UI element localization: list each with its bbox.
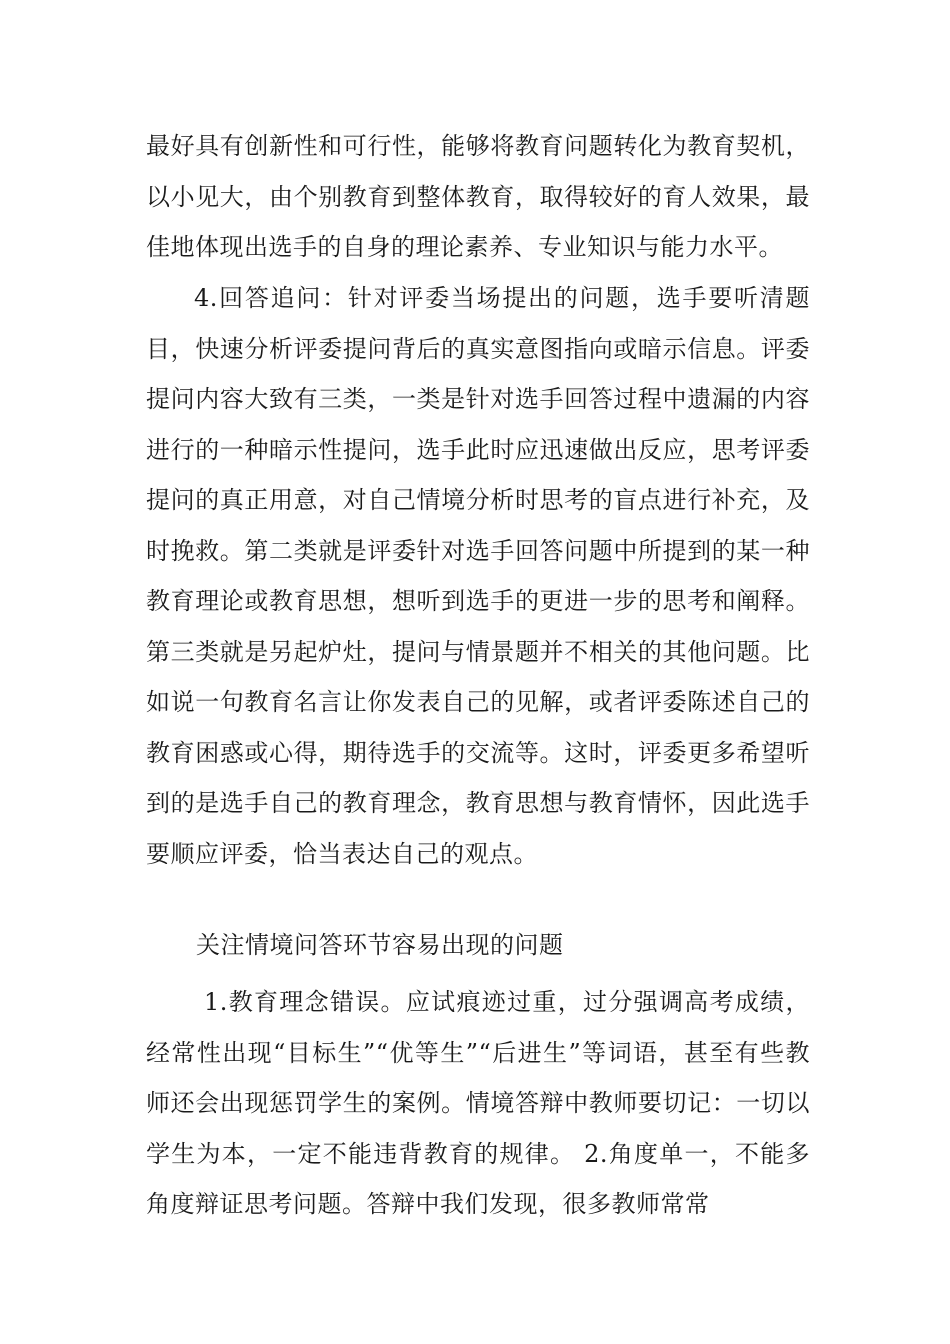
body-paragraph-1: 最好具有创新性和可行性，能够将教育问题转化为教育契机，以小见大，由个别教育到整体教育，取得较好的育人效果，最佳地体现出选手的自身的理论素养、专业知识与能力水平。 — [146, 132, 810, 261]
section-heading: 关注情境问答环节容易出现的问题 — [196, 931, 564, 959]
body-paragraph-2: 4.回答追问：针对评委当场提出的问题，选手要听清题目，快速分析评委提问背后的真实意图指向或暗示信息。评委提问内容大致有三类，一类是针对选手回答过程中遗漏的内容进行的一种暗示性提问，选手此时应迅速做出反应，思考评委提问的真正用意，对自己情境分析时思考的盲点进行补充，及时挽救。第二类就是评委针对选手回答问题中所提到的某一种教育理论或教育思想，想听到选手的更进一步的思考和阐释。第三类就是另起炉灶，提问与情景题并不相关的其他问题。比如说一句教育名言让你发表自己的见解，或者评委陈述自己的教育困惑或心得，期待选手的交流等。这时，评委更多希望听到的是选手自己的教育理念，教育思想与教育情怀，因此选手要顺应评委，恰当表达自己的观点。 — [146, 284, 810, 868]
body-paragraph-3: 1.教育理念错误。应试痕迹过重，过分强调高考成绩，经常性出现“目标生”“优等生”“后进生”等词语，甚至有些教师还会出现惩罚学生的案例。情境答辩中教师要切记：一切以学生为本，一定不能违背教育的规律。 2.角度单一，不能多角度辩证思考问题。答辩中我们发现，很多教师常常 — [146, 988, 810, 1218]
